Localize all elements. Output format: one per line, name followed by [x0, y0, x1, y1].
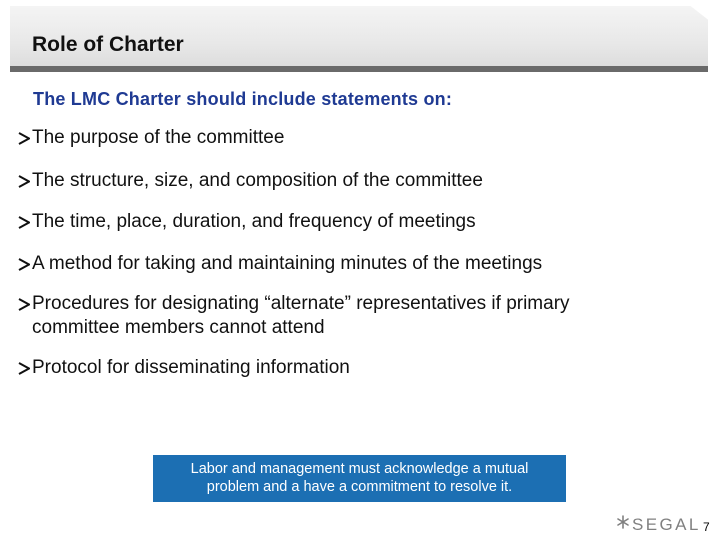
bullet-text: A method for taking and maintaining minutes of the meetings — [32, 253, 543, 274]
arrow-bullet-icon — [18, 169, 32, 188]
arrow-bullet-icon — [18, 126, 32, 145]
arrow-bullet-icon — [18, 356, 32, 375]
logo-text: SEGAL — [632, 514, 701, 534]
bullet-item — [18, 169, 483, 193]
callout-line: Labor and management must acknowledge a mutual — [190, 461, 529, 477]
bullet-item — [18, 126, 284, 150]
bullet-text-continuation: committee members cannot attend — [32, 317, 325, 338]
bullet-item — [18, 252, 542, 276]
page-number: 7 — [703, 520, 710, 534]
title-rule — [10, 66, 708, 72]
slide-title: Role of Charter — [32, 33, 184, 56]
bullet-text: The structure, size, and composition of the committee — [32, 170, 483, 191]
arrow-bullet-icon — [18, 292, 32, 311]
bullet-text-line: Procedures for designating “alternate” representatives if primary — [32, 293, 570, 314]
arrow-bullet-icon — [18, 210, 32, 229]
callout-box — [153, 455, 566, 502]
segal-asterisk-icon — [616, 514, 630, 535]
slide-subtitle: The LMC Charter should include statements on: — [33, 89, 453, 109]
segal-logo — [616, 514, 701, 535]
bullet-text — [32, 292, 570, 340]
bullet-text: Protocol for disseminating information — [32, 357, 350, 378]
arrow-bullet-icon — [18, 252, 32, 271]
callout-line: problem and a have a commitment to resolve it. — [206, 479, 513, 495]
bullet-item — [18, 356, 350, 380]
bullet-item — [18, 292, 570, 340]
bullet-text: The purpose of the committee — [32, 127, 285, 148]
bullet-item — [18, 210, 476, 234]
bullet-text: The time, place, duration, and frequency of meetings — [32, 211, 476, 232]
